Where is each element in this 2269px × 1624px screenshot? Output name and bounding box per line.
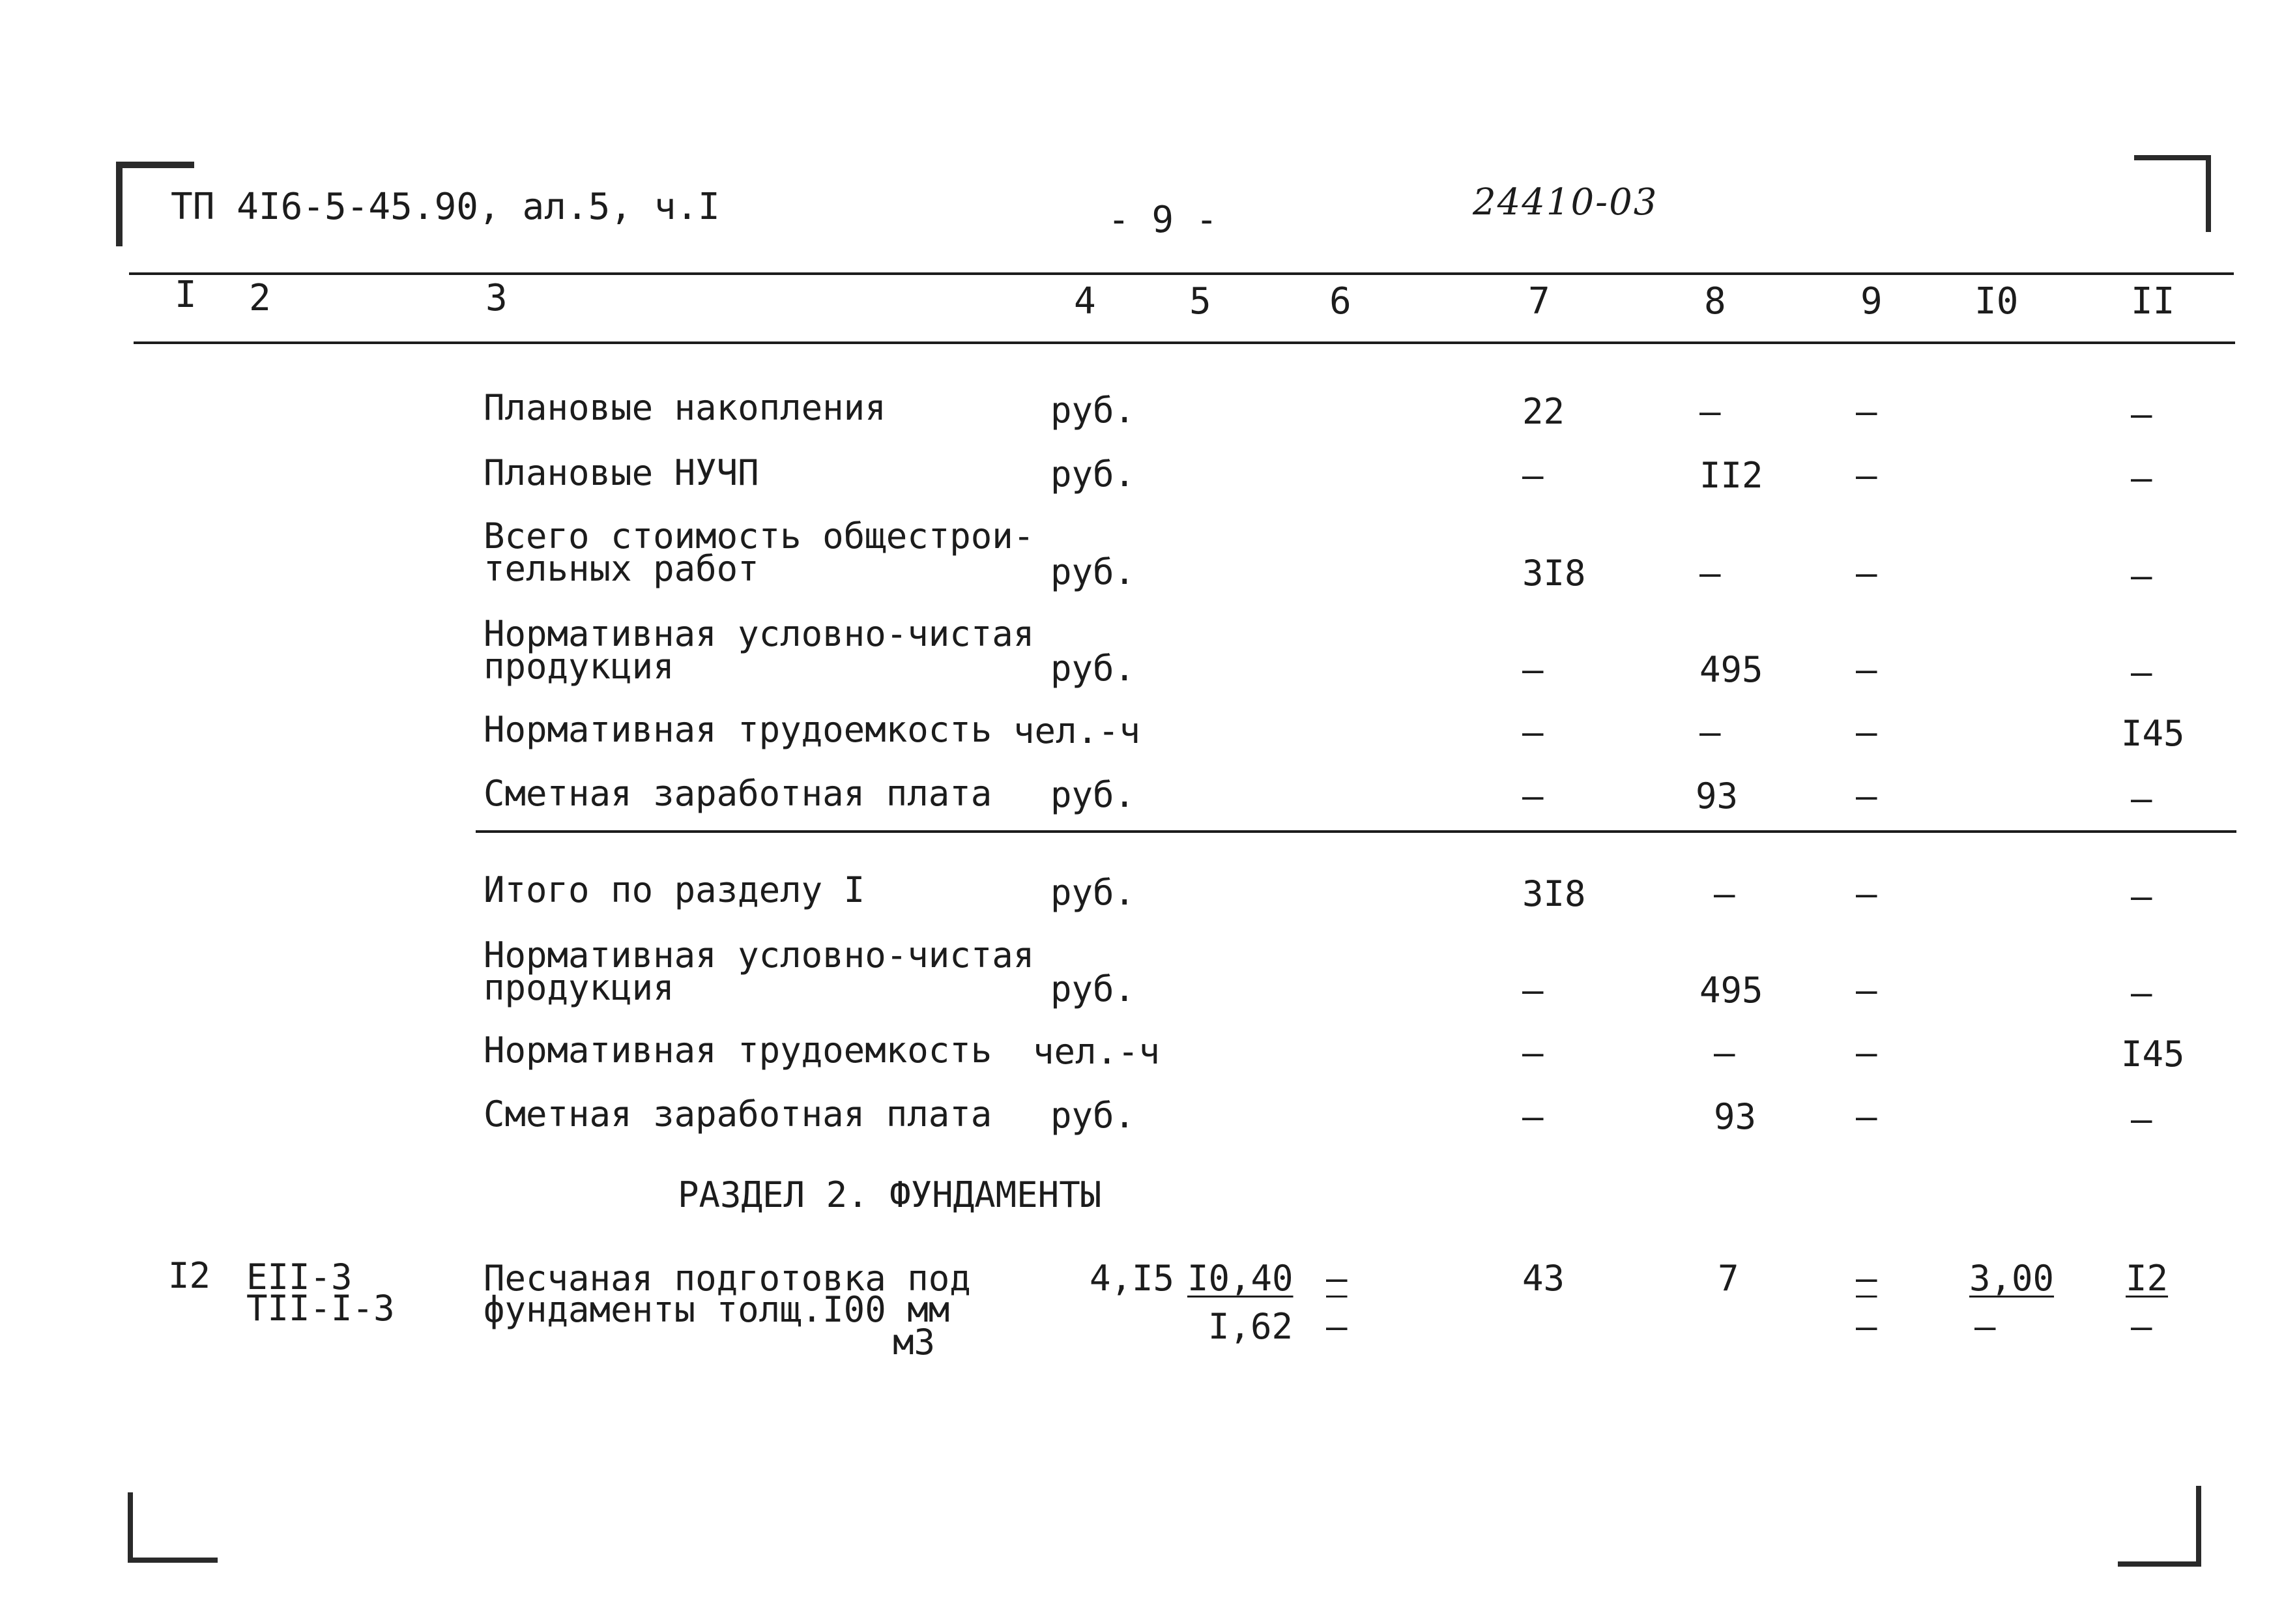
item-c4: 4,I5: [1090, 1258, 1175, 1299]
item-c10-top: 3,00: [1969, 1258, 2055, 1299]
row2-net-product-c11: –: [2131, 972, 2152, 1013]
item-code-line1: ЕII-3: [246, 1256, 353, 1298]
row-section1-total-name: Итого по разделу I: [484, 869, 865, 910]
row2-net-product-c7: –: [1522, 970, 1544, 1011]
row2-labor-intensity-c9: –: [1856, 1032, 1877, 1073]
row2-net-product-name-line1: Нормативная условно-чистая: [484, 935, 1035, 976]
row-wages-name: Сметная заработная плата: [484, 773, 992, 814]
row-net-product-c8: 495: [1699, 649, 1763, 690]
row-planned-nuchp-unit: руб.: [1050, 454, 1136, 495]
row2-net-product-c8: 495: [1699, 970, 1763, 1011]
row-planned-nuchp-c9: –: [1856, 455, 1877, 496]
row2-net-product-c9: –: [1856, 970, 1877, 1011]
row2-wages-name: Сметная заработная плата: [484, 1094, 992, 1135]
document-code: ТП 4I6-5-45.90, ал.5, ч.I: [171, 186, 720, 228]
item-code-line2: ТII-I-3: [246, 1288, 395, 1329]
item-unit: м3: [893, 1322, 936, 1363]
page-number: - 9 -: [1108, 199, 1218, 241]
row-section1-total-c7: 3I8: [1522, 873, 1586, 914]
item-c5-bottom: I,62: [1208, 1306, 1293, 1347]
item-c11-top: I2: [2126, 1258, 2169, 1299]
item-name-line1: Песчаная подготовка под: [484, 1258, 971, 1299]
col-6-header: 6: [1329, 280, 1351, 323]
row-section1-total-unit: руб.: [1050, 872, 1136, 913]
col-8-header: 8: [1704, 280, 1726, 323]
row2-labor-intensity-c7: –: [1522, 1032, 1544, 1073]
col-3-header: 3: [485, 277, 508, 319]
header-top-rule: [129, 272, 2234, 275]
row2-wages-unit: руб.: [1050, 1095, 1136, 1136]
row-section1-total-c9: –: [1856, 873, 1877, 914]
row2-labor-intensity-c11: I45: [2121, 1034, 2185, 1075]
row-total-cost-unit: руб.: [1050, 551, 1136, 592]
item-c9-top: –: [1856, 1258, 1877, 1299]
row-labor-intensity-c11: I45: [2121, 713, 2185, 754]
row-labor-intensity-c7: –: [1522, 712, 1544, 753]
row-net-product-c7: –: [1522, 649, 1544, 690]
item-c6-bottom: –: [1326, 1306, 1348, 1347]
row-total-cost-name-line1: Всего стоимость общестрои-: [484, 515, 1035, 557]
row-labor-intensity-c8: –: [1699, 712, 1721, 753]
row-planned-savings-unit: руб.: [1050, 390, 1136, 431]
crop-mark-bottom-right: [2118, 1486, 2201, 1567]
row-planned-nuchp-c7: –: [1522, 455, 1544, 496]
item-name-line2: фундаменты толщ.I00 мм: [484, 1289, 950, 1330]
row-planned-savings-name: Плановые накопления: [484, 387, 886, 428]
row-net-product-c11: –: [2131, 652, 2152, 693]
subtotal-rule: [476, 830, 2236, 833]
col-5-header: 5: [1189, 280, 1211, 323]
handwritten-number: 24410-03: [1473, 181, 1658, 224]
row-total-cost-name-line2: тельных работ: [484, 548, 759, 589]
col-10-header: I0: [1974, 280, 2019, 323]
row2-wages-c11: –: [2131, 1099, 2152, 1140]
row-planned-savings-c8: –: [1699, 391, 1721, 432]
header-bottom-rule: [134, 341, 2235, 344]
col-4-header: 4: [1074, 280, 1096, 323]
row-total-cost-c11: –: [2131, 555, 2152, 596]
crop-mark-top-right: [2134, 155, 2211, 232]
row-net-product-name-line2: продукция: [484, 646, 674, 687]
row-labor-intensity-unit: чел.-ч: [1013, 710, 1141, 751]
row2-wages-c7: –: [1522, 1096, 1544, 1137]
col-11-header: II: [2131, 280, 2175, 323]
row-planned-nuchp-c11: –: [2131, 457, 2152, 499]
item-c5-top: I0,40: [1187, 1258, 1293, 1299]
row-section1-total-c8: –: [1714, 873, 1735, 914]
col-2-header: 2: [249, 277, 271, 319]
row2-labor-intensity-c8: –: [1714, 1032, 1735, 1073]
row-section1-total-c11: –: [2131, 876, 2152, 917]
row2-wages-c8: 93: [1714, 1096, 1757, 1137]
item-c11-bottom: –: [2131, 1306, 2152, 1347]
row-labor-intensity-name: Нормативная трудоемкость: [484, 709, 992, 750]
row-total-cost-c8: –: [1699, 553, 1721, 594]
col-1-header: I: [175, 274, 197, 316]
item-c6-top: –: [1326, 1258, 1348, 1299]
item-number: I2: [168, 1255, 211, 1296]
row-net-product-name-line1: Нормативная условно-чистая: [484, 613, 1035, 654]
row-net-product-unit: руб.: [1050, 648, 1136, 689]
item-c8: 7: [1718, 1258, 1739, 1299]
row-total-cost-c7: 3I8: [1522, 553, 1586, 594]
row-planned-nuchp-name: Плановые НУЧП: [484, 452, 759, 493]
row-planned-savings-c11: –: [2131, 394, 2152, 435]
row-net-product-c9: –: [1856, 649, 1877, 690]
row-planned-nuchp-c8: II2: [1699, 455, 1763, 496]
item-c10-bottom: –: [1974, 1306, 1996, 1347]
row2-wages-c9: –: [1856, 1096, 1877, 1137]
item-c7: 43: [1522, 1258, 1565, 1299]
col-9-header: 9: [1860, 280, 1883, 323]
row2-labor-intensity-unit: чел.-ч: [1033, 1031, 1161, 1072]
row-wages-c7: –: [1522, 776, 1544, 817]
row2-net-product-name-line2: продукция: [484, 967, 674, 1008]
row-wages-c8: 93: [1696, 776, 1739, 817]
row-planned-savings-c9: –: [1856, 391, 1877, 432]
row-planned-savings-c7: 22: [1522, 391, 1565, 432]
row2-labor-intensity-name: Нормативная трудоемкость: [484, 1030, 992, 1071]
item-c9-bottom: –: [1856, 1306, 1877, 1347]
row-wages-c11: –: [2131, 778, 2152, 819]
section-2-title: РАЗДЕЛ 2. ФУНДАМЕНТЫ: [678, 1174, 1102, 1215]
row-labor-intensity-c9: –: [1856, 712, 1877, 753]
crop-mark-bottom-left: [128, 1492, 218, 1563]
row-total-cost-c9: –: [1856, 553, 1877, 594]
row2-net-product-unit: руб.: [1050, 968, 1136, 1009]
row-wages-c9: –: [1856, 776, 1877, 817]
row-wages-unit: руб.: [1050, 774, 1136, 815]
col-7-header: 7: [1528, 280, 1550, 323]
